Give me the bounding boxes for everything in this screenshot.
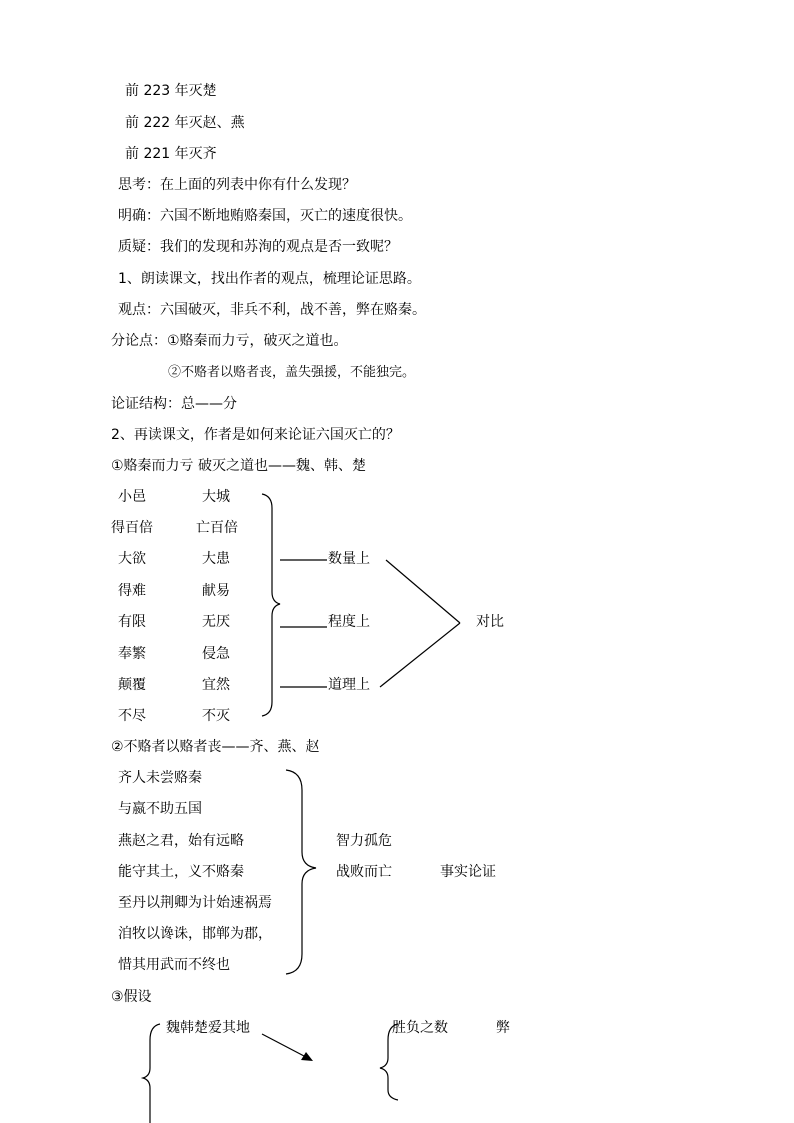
defeated-label: 战败而亡 <box>336 864 392 880</box>
pair-right: 大患 <box>202 551 230 567</box>
year-223: 前 223 年灭楚 <box>125 83 217 99</box>
pair-right: 无厌 <box>202 614 230 630</box>
fact-item: 能守其土，义不赂秦 <box>118 864 244 880</box>
section-2-title: ②不赂者以赂者丧——齐、燕、赵 <box>111 739 320 755</box>
pair-right: 献易 <box>202 583 230 599</box>
sub-argument-2: ②不赂者以赂者丧，盖失强援，不能独完。 <box>168 365 416 380</box>
hypothesis-right: 胜负之数 <box>392 1020 448 1036</box>
arrow-line <box>262 1034 304 1056</box>
clarify-line: 明确：六国不断地贿赂秦国，灭亡的速度很快。 <box>118 208 412 224</box>
task-1: 1、朗读课文，找出作者的观点，梳理论证思路。 <box>118 271 421 287</box>
question-line: 质疑：我们的发现和苏洵的观点是否一致呢？ <box>118 239 398 255</box>
section-3-title: ③假设 <box>111 989 152 1005</box>
pair-left: 有限 <box>118 614 146 630</box>
fact-item: 洎牧以谗诛，邯郸为郡， <box>118 926 272 942</box>
fact-item: 齐人未尝赂秦 <box>118 770 202 786</box>
sub-argument-1: 分论点：①赂秦而力亏，破灭之道也。 <box>111 333 348 349</box>
pair-left: 小邑 <box>118 489 146 505</box>
section-1-title: ①赂秦而力亏 破灭之道也——魏、韩、楚 <box>111 458 367 474</box>
pair-right: 亡百倍 <box>196 520 238 536</box>
task-2: 2、再读课文，作者是如何来论证六国灭亡的？ <box>111 427 400 443</box>
hypothesis-left: 魏韩楚爱其地 <box>166 1020 250 1036</box>
brace <box>262 494 280 716</box>
fact-item: 惜其用武而不终也 <box>118 957 230 973</box>
fact-item: 燕赵之君，始有远略 <box>118 833 244 849</box>
pair-right: 宜然 <box>202 677 230 693</box>
fact-item: 至丹以荆卿为计始速祸焉 <box>118 895 272 911</box>
pair-right: 侵急 <box>202 646 230 662</box>
viewpoint-line: 观点：六国破灭，非兵不利，战不善，弊在赂秦。 <box>118 302 426 318</box>
aspect-quantity: 数量上 <box>328 551 370 567</box>
contrast-label: 对比 <box>476 614 504 630</box>
structure-line: 论证结构：总——分 <box>111 396 237 412</box>
arrow-head <box>301 1052 313 1061</box>
brace <box>143 1024 160 1123</box>
think-line: 思考：在上面的列表中你有什么发现？ <box>118 177 356 193</box>
pair-right: 大城 <box>202 489 230 505</box>
pair-left: 不尽 <box>118 708 146 724</box>
aspect-reason: 道理上 <box>328 677 370 693</box>
isolated-label: 智力孤危 <box>336 833 392 849</box>
brace <box>380 1024 398 1100</box>
pair-right: 不灭 <box>202 708 230 724</box>
fact-item: 与嬴不助五国 <box>118 801 202 817</box>
aspect-degree: 程度上 <box>328 614 370 630</box>
brace <box>286 770 316 974</box>
drawback-label: 弊 <box>496 1020 510 1036</box>
connector-line <box>380 623 460 687</box>
pair-left: 得难 <box>118 583 146 599</box>
pair-left: 得百倍 <box>111 520 153 536</box>
method-label: 事实论证 <box>440 864 496 880</box>
connector-line <box>386 560 460 623</box>
year-222: 前 222 年灭赵、燕 <box>125 115 245 131</box>
year-221: 前 221 年灭齐 <box>125 146 217 162</box>
pair-left: 奉繁 <box>118 646 146 662</box>
pair-left: 大欲 <box>118 551 146 567</box>
pair-left: 颠覆 <box>118 677 146 693</box>
